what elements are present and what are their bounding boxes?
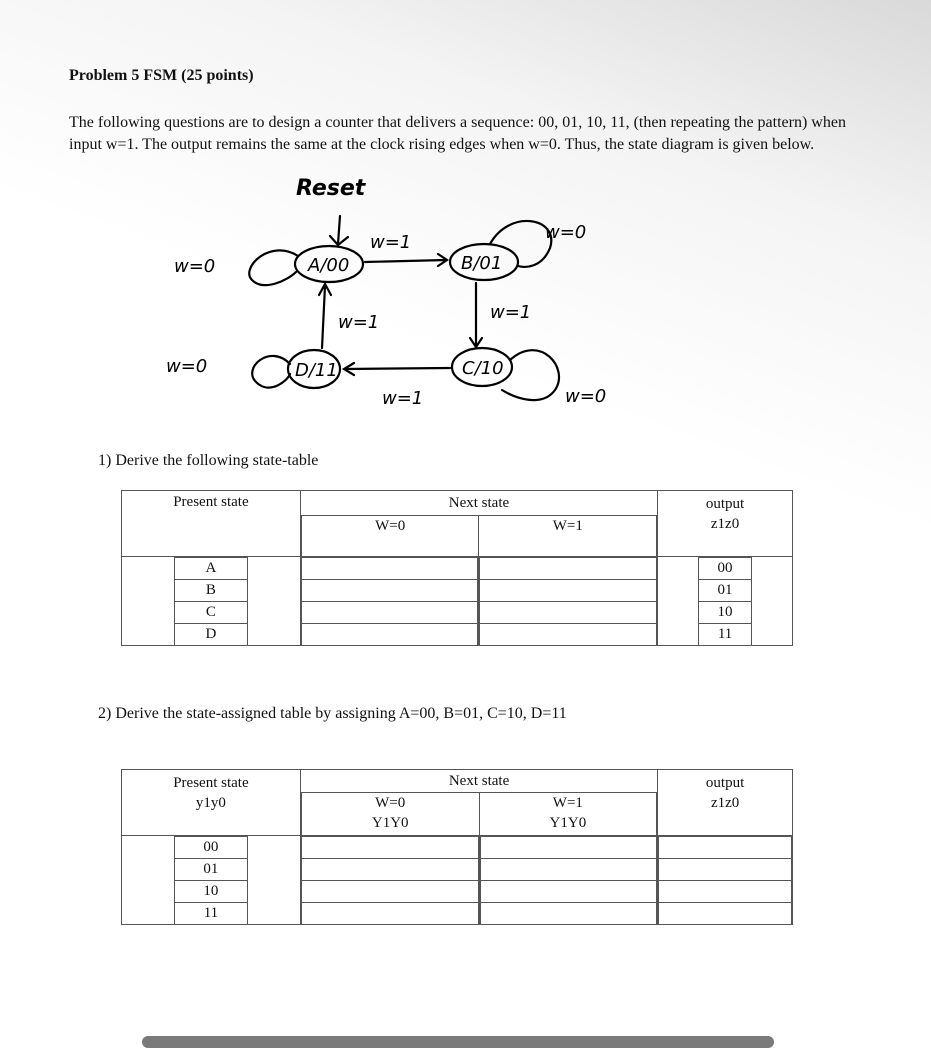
diagram-reset-label: Reset <box>296 176 366 201</box>
state-a-label: A/00 <box>308 255 350 276</box>
output-b: 01 <box>699 580 752 602</box>
state-c: C <box>175 602 248 624</box>
arrow-b-c <box>470 283 482 347</box>
state-01: 01 <box>175 859 248 881</box>
problem-title: Problem 5 FSM (25 points) <box>69 67 254 84</box>
state-d: D <box>175 624 248 646</box>
state-table <box>121 490 793 646</box>
question-2-text: 2) Derive the state-assigned table by assigning A=00, B=01, C=10, D=11 <box>98 705 567 722</box>
loop-d <box>252 356 290 388</box>
intro-paragraph: The following questions are to design a counter that delivers a sequence: 00, 01, 10, 11, (then repeating the pattern) when input w=1. The output remains the same at the clock rising edges when w=0. Thus, the state diagram is given below. <box>69 114 846 153</box>
present-state-header-2: Present state y1y0 <box>122 770 301 836</box>
output-d: 11 <box>699 624 752 646</box>
loop-a <box>249 250 298 285</box>
label-loop-b: w=0 <box>545 222 587 243</box>
next-state-header: Next state W=0 W=1 <box>300 491 657 557</box>
state-assigned-table <box>121 769 793 925</box>
state-diagram <box>160 168 660 418</box>
horizontal-scrollbar[interactable] <box>142 1036 774 1048</box>
next-state-header-2: Next state W=0 Y1Y0 W=1 Y1Y0 <box>300 770 657 836</box>
state-10: 10 <box>175 881 248 903</box>
reset-arrow <box>330 216 348 245</box>
question-1-text: 1) Derive the following state-table <box>98 452 319 469</box>
output-a: 00 <box>699 558 752 580</box>
state-11: 11 <box>175 903 248 925</box>
output-c: 10 <box>699 602 752 624</box>
state-00: 00 <box>175 837 248 859</box>
label-loop-a: w=0 <box>174 256 216 277</box>
label-loop-d: w=0 <box>166 356 208 377</box>
col-w1: W=1 <box>479 516 657 557</box>
label-b-c: w=1 <box>490 302 532 323</box>
col-w0-2: W=0 Y1Y0 <box>301 793 479 836</box>
state-b-label: B/01 <box>461 253 503 274</box>
state-b: B <box>175 580 248 602</box>
output-header: output z1z0 <box>658 491 793 557</box>
col-w1-2: W=1 Y1Y0 <box>479 793 657 836</box>
output-header-2: output z1z0 <box>658 770 793 836</box>
state-d-label: D/11 <box>295 360 338 381</box>
label-c-d: w=1 <box>382 388 424 409</box>
arrow-d-a <box>319 284 331 348</box>
label-d-a: w=1 <box>338 312 380 333</box>
state-c-label: C/10 <box>462 358 504 379</box>
label-loop-c: w=0 <box>565 386 607 407</box>
col-w0: W=0 <box>301 516 479 557</box>
state-a: A <box>175 558 248 580</box>
arrow-c-d <box>344 363 450 375</box>
arrow-a-b <box>365 254 447 266</box>
present-state-header: Present state <box>122 491 301 557</box>
label-a-b: w=1 <box>370 232 412 253</box>
